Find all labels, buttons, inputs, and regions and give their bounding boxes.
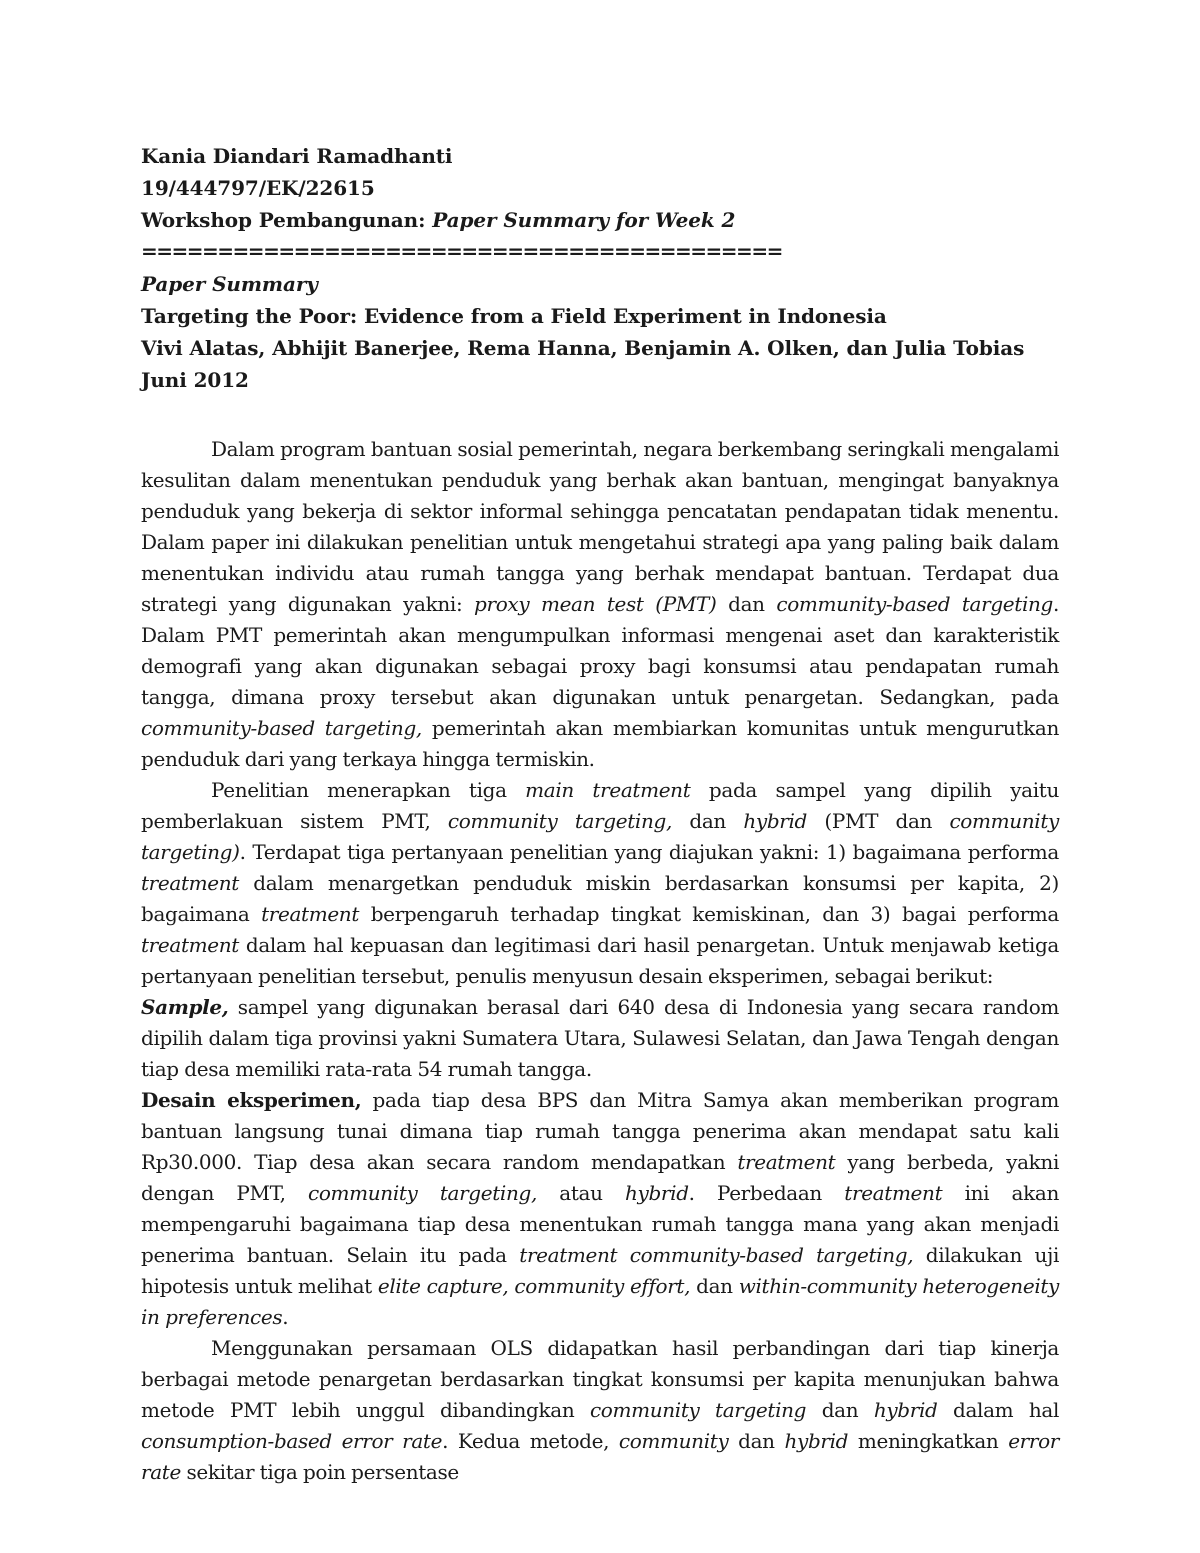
spacer: [141, 396, 1059, 434]
text-run: community-based targeting: [776, 592, 1053, 616]
text-run: hybrid: [873, 1398, 938, 1422]
text-run: yang berbeda, yakni dengan PMT,: [141, 1150, 1059, 1205]
paper-title: Targeting the Poor: Evidence from a Field Experiment in Indonesia: [141, 304, 887, 328]
text-run: treatment: [141, 871, 239, 895]
text-run: dalam menargetkan penduduk miskin berdasarkan konsumsi per kapita, 2) bagaimana: [141, 871, 1059, 926]
text-run: treatment community-based targeting,: [519, 1243, 914, 1267]
text-run: hybrid: [784, 1429, 849, 1453]
text-run: .: [282, 1305, 289, 1329]
text-run: treatment: [141, 933, 239, 957]
text-run: dan: [690, 1274, 739, 1298]
author-name: Kania Diandari Ramadhanti: [141, 144, 453, 168]
text-run: . Dalam PMT pemerintah akan mengumpulkan informasi mengenai aset dan karakteristik demografi yang akan digunakan sebagai proxy bagi konsumsi atau pendapatan rumah tangga, dimana proxy tersebut akan digunakan untuk penargetan. Sedangkan, pada: [141, 592, 1060, 709]
text-run: Sample,: [141, 995, 229, 1019]
text-run: (PMT dan: [807, 809, 950, 833]
text-run: pada sampel yang dipilih yaitu pemberlakuan sistem PMT,: [141, 778, 1059, 833]
text-run: . Kedua metode,: [442, 1429, 619, 1453]
text-run: hybrid: [743, 809, 807, 833]
text-run: error rate: [141, 1429, 1059, 1484]
body-paragraph-2: [141, 775, 1059, 992]
paper-label: Paper Summary: [141, 272, 318, 296]
text-run: dalam hal: [937, 1398, 1059, 1422]
text-run: . Terdapat tiga pertanyaan penelitian yang diajukan yakni: 1) bagaimana performa: [239, 840, 1059, 864]
course-italic: Paper Summary for Week 2: [432, 208, 736, 232]
student-id: 19/444797/EK/22615: [141, 176, 375, 200]
text-run: hybrid: [625, 1181, 689, 1205]
body-paragraph-1: [141, 434, 1059, 775]
text-run: dan: [671, 809, 744, 833]
text-run: dan: [806, 1398, 874, 1422]
text-run: dan: [716, 592, 777, 616]
text-run: community targeting: [589, 1398, 807, 1422]
text-run: treatment: [737, 1150, 836, 1174]
course-prefix: Workshop Pembangunan:: [141, 208, 433, 232]
course-line: [141, 204, 1059, 236]
paper-heading: [141, 268, 1059, 396]
text-run: ini akan mempengaruhi bagaimana tiap desa menentukan rumah tangga mana yang akan menjadi penerima bantuan. Selain itu pada: [141, 1181, 1059, 1267]
body-paragraph-design: [141, 1085, 1059, 1333]
document-content: [141, 140, 1059, 1488]
text-run: sampel yang digunakan berasal dari 640 desa di Indonesia yang secara random dipilih dalam tiga provinsi yakni Sumatera Utara, Sulawesi Selatan, dan Jawa Tengah dengan tiap desa memiliki rata-rata 54 rumah tangga.: [141, 995, 1059, 1081]
text-run: Dalam program bantuan sosial pemerintah, negara berkembang seringkali mengalami kesulitan dalam menentukan penduduk yang berhak akan bantuan, mengingat banyaknya penduduk yang bekerja di sektor informal sehingga pencatatan pendapatan tidak menentu. Dalam paper ini dilakukan penelitian untuk mengetahui strategi apa yang paling baik dalam menentukan individu atau rumah tangga yang berhak mendapat bantuan. Terdapat dua strategi yang digunakan yakni:: [141, 437, 1059, 616]
text-run: dalam hal kepuasan dan legitimasi dari hasil penargetan. Untuk menjawab ketiga pertanyaan penelitian tersebut, penulis menyusun desain eksperimen, sebagai berikut:: [141, 933, 1059, 988]
text-run: community targeting): [141, 809, 1059, 864]
text-run: . Perbedaan: [688, 1181, 845, 1205]
text-run: dan: [728, 1429, 785, 1453]
body-paragraph-results: [141, 1333, 1059, 1488]
text-run: Menggunakan persamaan OLS didapatkan hasil perbandingan dari tiap kinerja berbagai metode penargetan berdasarkan tingkat konsumsi per kapita menunjukan bahwa metode PMT lebih unggul dibandingkan: [141, 1336, 1059, 1422]
text-run: pemerintah akan membiarkan komunitas untuk mengurutkan penduduk dari yang terkaya hingga termiskin.: [141, 716, 1060, 771]
text-run: treatment: [261, 902, 360, 926]
text-run: community: [618, 1429, 729, 1453]
text-run: community targeting,: [307, 1181, 537, 1205]
text-run: consumption-based error rate: [141, 1429, 443, 1453]
text-run: proxy mean test (PMT): [474, 592, 717, 616]
text-run: Desain eksperimen,: [141, 1088, 362, 1112]
text-run: atau: [536, 1181, 625, 1205]
text-run: community-based targeting,: [141, 716, 422, 740]
text-run: dilakukan uji hipotesis untuk melihat: [141, 1243, 1059, 1298]
separator-line: ==========================================: [141, 239, 782, 263]
body-paragraph-sample: [141, 992, 1059, 1085]
text-run: treatment: [844, 1181, 943, 1205]
text-run: pada tiap desa BPS dan Mitra Samya akan memberikan program bantuan langsung tunai dimana tiap rumah tangga penerima akan mendapat satu kali Rp30.000. Tiap desa akan secara random mendapatkan: [141, 1088, 1060, 1174]
paper-authors: Vivi Alatas, Abhijit Banerjee, Rema Hanna, Benjamin A. Olken, dan Julia Tobias: [141, 336, 1025, 360]
text-run: [141, 995, 228, 1019]
text-run: within-community heterogeneity in preferences: [141, 1274, 1060, 1329]
paper-date: Juni 2012: [141, 368, 249, 392]
text-run: sekitar tiga poin persentase: [180, 1460, 459, 1484]
text-run: elite capture, community effort,: [377, 1274, 691, 1298]
text-run: Penelitian menerapkan tiga: [211, 778, 526, 802]
text-run: berpengaruh terhadap tingkat kemiskinan, dan 3) bagai performa: [359, 902, 1059, 926]
text-run: meningkatkan: [848, 1429, 1009, 1453]
text-run: main treatment: [525, 778, 691, 802]
text-run: community targeting,: [447, 809, 672, 833]
